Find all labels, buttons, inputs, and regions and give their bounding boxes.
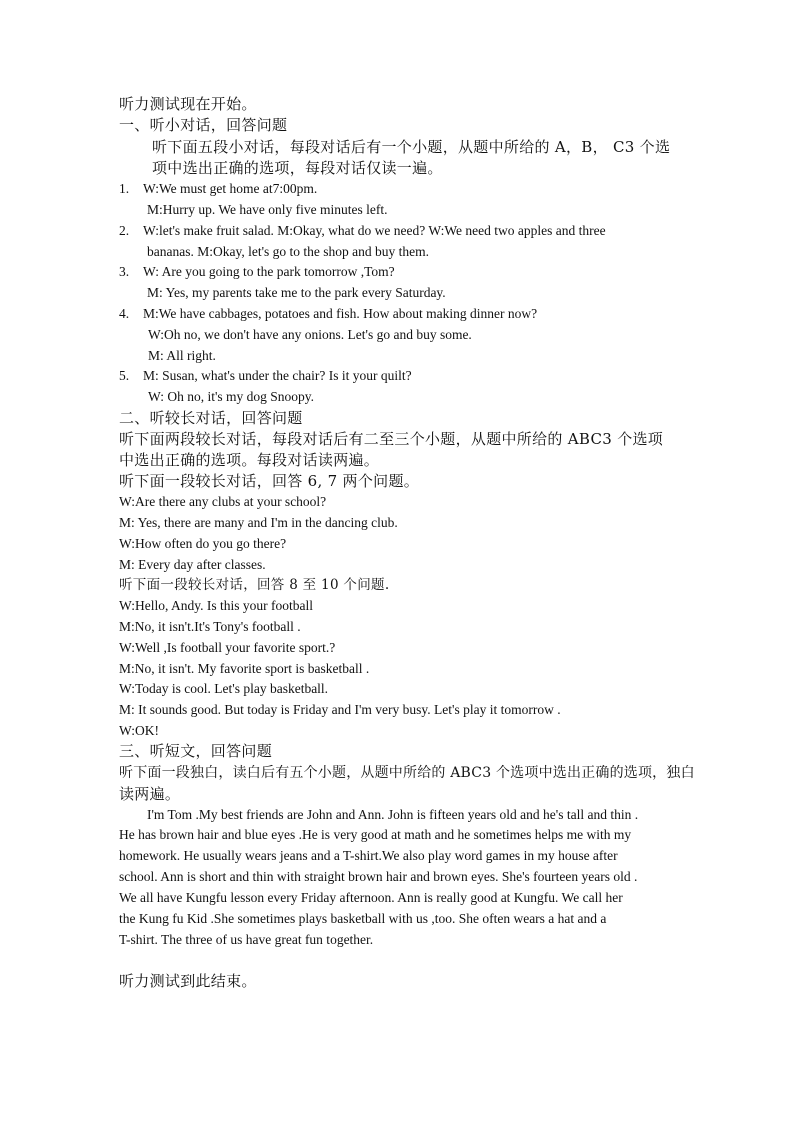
- opening-line: 听力测试现在开始。: [119, 95, 257, 113]
- item-2-line-2: bananas. M:Okay, let's go to the shop and buy them.: [147, 244, 430, 259]
- passage-line: the Kung fu Kid .She sometimes plays basketball with us ,too. She often wears a hat and a: [119, 911, 607, 926]
- passage-line: school. Ann is short and thin with straight brown hair and brown eyes. She's fourteen years old .: [119, 869, 638, 884]
- section1-instruction-2: 项中选出正确的选项，每段对话仅读一遍。: [152, 159, 443, 177]
- item-number: 5.: [119, 368, 130, 383]
- item-5-line-1: [119, 366, 412, 387]
- item-4-line-3: M: All right.: [148, 348, 216, 363]
- item-4-line-1: [119, 304, 537, 325]
- item-text: M: Susan, what's under the chair? Is it your quilt?: [143, 368, 412, 383]
- item-number: 2.: [119, 223, 130, 238]
- item-1-line-1: [119, 179, 317, 200]
- item-3-line-2: M: Yes, my parents take me to the park every Saturday.: [147, 285, 446, 300]
- dialog2-line: W:Today is cool. Let's play basketball.: [119, 681, 329, 696]
- dialog2-line: M:No, it isn't. My favorite sport is basketball .: [119, 661, 370, 676]
- section3-instruction-1: 听下面一段独白，读白后有五个小题，从题中所给的 ABC3 个选项中选出正确的选项，独白: [119, 765, 695, 781]
- section2-instruction-1: 听下面两段较长对话，每段对话后有二至三个小题，从题中所给的 ABC3 个选项: [119, 430, 664, 448]
- dialog2-line: W:Hello, Andy. Is this your football: [119, 598, 313, 613]
- passage-line: I'm Tom .My best friends are John and Ann. John is fifteen years old and he's tall and thin .: [147, 807, 639, 822]
- item-number: 4.: [119, 306, 130, 321]
- section1-heading: 一、听小对话，回答问题: [119, 116, 288, 134]
- dialog2-line: W:Well ,Is football your favorite sport.?: [119, 640, 336, 655]
- item-number: 3.: [119, 264, 130, 279]
- closing-line: 听力测试到此结束。: [119, 972, 257, 990]
- item-text: M:We have cabbages, potatoes and fish. How about making dinner now?: [143, 306, 538, 321]
- passage-line: We all have Kungfu lesson every Friday afternoon. Ann is really good at Kungfu. We call her: [119, 890, 623, 905]
- section2-heading: 二、听较长对话，回答问题: [119, 409, 303, 427]
- item-3-line-1: [119, 262, 395, 283]
- dialog2-line: M: It sounds good. But today is Friday and I'm very busy. Let's play it tomorrow .: [119, 702, 561, 717]
- section2-instruction-2: 中选出正确的选项。每段对话读两遍。: [119, 451, 380, 469]
- item-5-line-2: W: Oh no, it's my dog Snoopy.: [148, 389, 315, 404]
- item-number: 1.: [119, 181, 130, 196]
- section3-instruction-2: 读两遍。: [119, 785, 181, 803]
- dialog2-line: M:No, it isn't.It's Tony's football .: [119, 619, 301, 634]
- dialog1-intro: 听下面一段较长对话，回答 6, 7 两个问题。: [119, 472, 420, 490]
- dialog2-intro: 听下面一段较长对话，回答 8 至 10 个问题.: [119, 577, 390, 593]
- section1-instruction-1: 听下面五段小对话，每段对话后有一个小题，从题中所给的 A，B， C3 个选: [152, 138, 671, 156]
- item-2-line-1: [119, 221, 606, 242]
- passage-line: He has brown hair and blue eyes .He is very good at math and he sometimes helps me with my: [119, 827, 632, 842]
- item-1-line-2: M:Hurry up. We have only five minutes left.: [147, 202, 388, 217]
- item-text: W:We must get home at7:00pm.: [143, 181, 318, 196]
- item-text: W: Are you going to the park tomorrow ,Tom?: [143, 264, 395, 279]
- item-4-line-2: W:Oh no, we don't have any onions. Let's go and buy some.: [148, 327, 472, 342]
- passage-line: T-shirt. The three of us have great fun together.: [119, 932, 374, 947]
- passage-line: homework. He usually wears jeans and a T-shirt.We also play word games in my house after: [119, 848, 618, 863]
- dialog1-line: W:How often do you go there?: [119, 536, 287, 551]
- dialog1-line: W:Are there any clubs at your school?: [119, 494, 327, 509]
- dialog1-line: M: Every day after classes.: [119, 557, 266, 572]
- item-text: W:let's make fruit salad. M:Okay, what do we need? W:We need two apples and three: [143, 223, 606, 238]
- dialog1-line: M: Yes, there are many and I'm in the dancing club.: [119, 515, 398, 530]
- dialog2-line: W:OK!: [119, 723, 159, 738]
- section3-heading: 三、听短文，回答问题: [119, 742, 273, 760]
